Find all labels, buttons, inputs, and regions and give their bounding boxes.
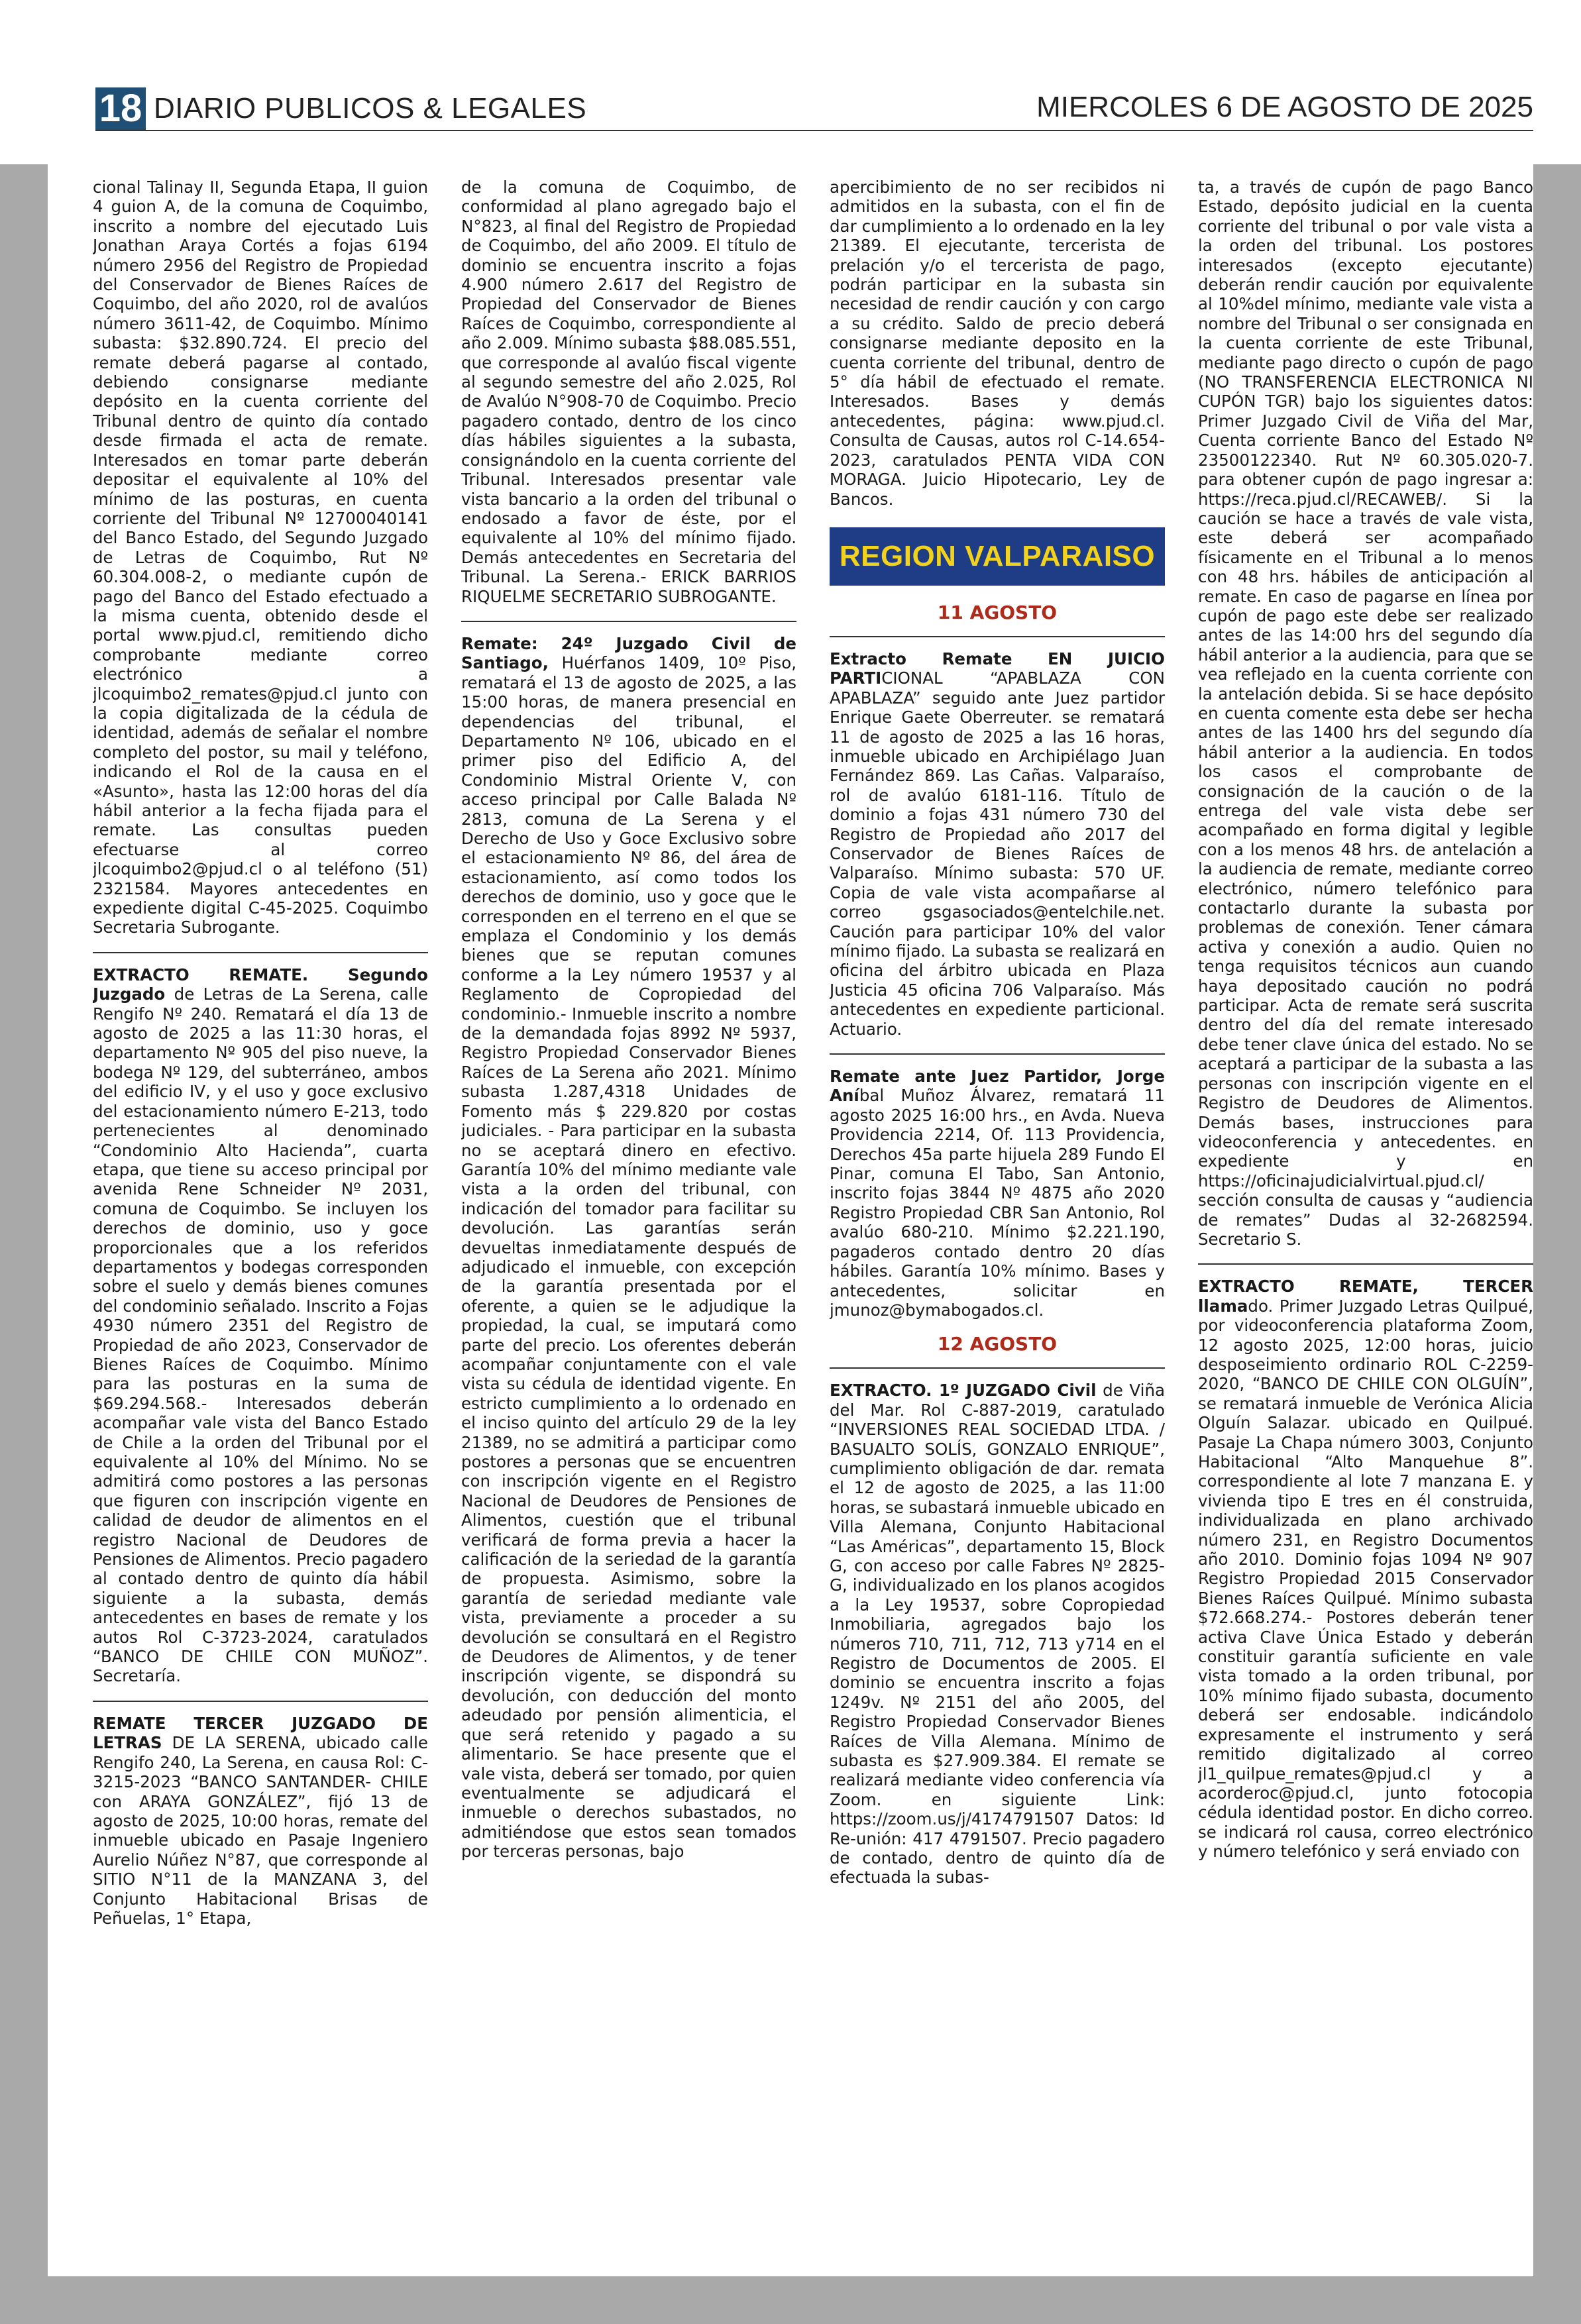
notice-continued xyxy=(93,178,428,937)
column-3 xyxy=(830,178,1165,2271)
notice-divider xyxy=(93,1701,428,1702)
notice-divider xyxy=(830,1053,1165,1055)
notice-text: cional Talinay II, Segunda Etapa, II guion 4 guion A, de la comuna de Coquimbo, inscrito a nombre del ejecutado Luis Jonathan Araya Cortés a fojas 6194 número 2956 del Registro de Propiedad del Conservador de Bienes Raíces de Coquimbo, del año 2020, rol de avalúos número 3611-42, de Coquimbo. Mínimo subasta: $32.890.724. El precio del remate deberá pagarse al contado, debiendo consignarse mediante depósito en la cuenta corriente del Tribunal dentro de quinto día contado desde firmada el acta de remate. Interesados en tomar parte deberán depositar el equivalente al 10% del mínimo de las posturas, en cuenta corriente del Tribunal Nº 12700040141 del Banco Estado, del Segundo Juzgado de Letras de Coquimbo, Rut Nº 60.304.008-2, o mediante cupón de pago del Banco del Estado efectuado a la misma cuenta, obtenido desde el portal www.pjud.cl, remitiendo dicho comprobante mediante correo electrónico a jlcoquimbo2_remates@pjud.cl junto con la copia digitalizada de la cédula de identidad, además de señalar el nombre completo del postor, su mail y teléfono, indicando el Rol de la causa en el «Asunto», hasta las 12:00 horas del día hábil anterior a la fecha fijada para el remate. Las consultas pueden efectuarse al correo jlcoquimbo2@pjud.cl o al teléfono (51) 2321584. Mayores antecedentes en expediente digital C-45-2025. Coquimbo Secretaria Subrogante. xyxy=(93,178,428,937)
notice-divider xyxy=(461,621,796,622)
notice-text: ta, a través de cupón de pago Banco Estado, depósito judicial en la cuenta corriente del tribunal o por vale vista a la orden del tribunal. Los postores interesados (excepto ejecutante) deberán rendir caución por equivalente al 10%del mínimo, mediante vale vista a nombre del Tribunal o ser consignada en la cuenta corriente de este Tribunal, mediante pago directo o cupón de pago (NO TRANSFERENCIA ELECTRONICA NI CUPÓN TGR) bajo los siguientes datos: Primer Juzgado Civil de Viña del Mar, Cuenta corriente Banco del Estado Nº 23500122340. Rut Nº 60.305.020-7. para obtener cupón de pago ingresar a: https://reca.pjud.cl/RECAWEB/. Si la caución se hace a través de vale vista, este deberá ser acompañado físicamente en el Tribunal a lo menos con 48 hrs. hábiles de anticipación al remate. En caso de pagarse en línea por cupón de pago este debe ser realizado antes de las 14:00 hrs del segundo día hábil anterior a la audiencia, para que se vea reflejado en la cuenta corriente con la antelación debida. Si se hace depósito en cuenta comente esta debe ser hecha antes de las 1400 hrs del segundo día hábil anterior a la audiencia. En todos los casos el comprobante de consignación de la caución o de la entrega del vale vista debe ser acompañado en forma digital y legible con a los menos 48 hrs. de antelación a la audiencia de remate, mediante correo electrónico, número telefónico para contactarlo durante la subasta por problemas de conexión. Tener cámara activa y conexión a audio. Quien no tenga requisitos técnicos aun cuando haya depositado caución no podrá participar. Acta de remate será suscrita dentro del día del remate interesado debe tener clave única del estado. No se aceptará a participar de la subasta a las personas con inscripción vigente en el Registro de Deudores de Alimentos. Demás bases, instrucciones para videoconferencia y antecedentes. en expediente y en https://oficinajudicialvirtual.pjud.cl/ sección consulta de causas y “audiencia de remates” Dudas al 32-2682594. Secretario S. xyxy=(1198,178,1533,1249)
auction-date-heading: 12 AGOSTO xyxy=(937,1333,1058,1355)
notice-text: de Letras de La Serena, calle Rengifo Nº 240. Rematará el día 13 de agosto de 2025 a las 11:30 horas, el departamento Nº 905 del piso nueve, la bodega Nº 129, del subterráneo, ambos del edificio IV, y el uso y goce exclusivo del estacionamiento número E-213, todo pertenecientes al denominado “Condominio Alto Hacienda”, cuarta etapa, que tiene su acceso principal por avenida Rene Schneider Nº 2031, comuna de Coquimbo. Se incluyen los derechos de dominio, uso y goce proporcionales que a los referidos departamentos y bodegas corresponden sobre el suelo y demás bienes comunes del condominio señalado. Inscrito a Fojas 4930 número 2351 del Registro de Propiedad de año 2023, Conservador de Bienes Raíces de Coquimbo. Mínimo para las posturas en la suma de $69.294.568.- Interesados deberán acompañar vale vista del Banco Estado de Chile a la orden del Tribunal por el equivalente al 10% del Mínimo. No se admitirá como postores a las personas que figuren con inscripción vigente en calidad de deudor de alimentos en el registro Nacional de Deudores de Pensiones de Alimentos. Precio pagadero al contado dentro de quinto día hábil siguiente a la subasta, demás antecedentes en bases de remate y los autos Rol C-3723-2024, caratulados “BANCO DE CHILE CON MUÑOZ”. Secretaría. xyxy=(93,984,428,1686)
issue-date: MIERCOLES 6 DE AGOSTO DE 2025 xyxy=(1036,91,1533,123)
notice-text: CIONAL “APABLAZA CON APABLAZA” seguido ante Juez partidor Enrique Gaete Oberreuter. se rematará 11 de agosto de 2025 a las 16 horas, inmueble ubicado en Archipiélago Juan Fernández 869. Las Cañas. Valparaíso, rol de avalúo 6181-116. Título de dominio a fojas 431 número 730 del Registro de Propiedad año 2017 del Conservador de Bienes Raíces de Valparaíso. Mínimo subasta: 570 UF. Copia de vale vista acompañarse al correo gsgasociados@entelchile.net. Caución para participar 10% del valor mínimo fijado. La subasta se realizará en oficina del árbitro ubicada en Plaza Justicia 45 oficina 706 Valparaíso. Más antecedentes en expediente particional. Actuario. xyxy=(830,668,1165,1039)
notice-text: apercibimiento de no ser recibidos ni admitidos en la subasta, con el fin de dar cumplimiento a lo ordenado en la ley 21389. El ejecutante, tercerista de prelación y/o el tercerista de pago, podrán participar en la subasta sin necesidad de rendir caución y con cargo a su crédito. Saldo de precio deberá consignarse mediante deposito en la cuenta corriente del tribunal, dentro de 5° día hábil de efectuado el remate. Interesados. Bases y demás antecedentes, página: www.pjud.cl. Consulta de Causas, autos rol C-14.654-2023, caratulados PENTA VIDA CON MORAGA. Juicio Hipotecario, Ley de Bancos. xyxy=(830,178,1165,509)
notice-lead: EXTRACTO REMATE. Segundo Juzgado xyxy=(93,965,428,1004)
notice-lead: Remate ante Juez Partidor, Jorge Aní xyxy=(830,1067,1165,1106)
page-number: 18 xyxy=(95,87,146,130)
left-margin-band xyxy=(0,164,48,2324)
notice-text: Huérfanos 1409, 10º Piso, rematará el 13 de agosto de 2025, a las 15:00 horas, de manera presencial en dependencias del tribunal, el Departamento Nº 106, ubicado en el primer piso del Edificio A, del Condominio Mistral Oriente V, con acceso principal por Calle Balada Nº 2813, comuna de La Serena y el Derecho de Uso y Goce Exclusivo sobre el estacionamiento Nº 86, del área de estacionamiento, así como todos los derechos de dominio, uso y goce que le corresponden en el terreno en el que se emplaza el Condominio y los demás bienes que se reputan comunes conforme a la Ley número 19537 y al Reglamento de Copropiedad del condominio.- Inmueble inscrito a nombre de la demandada fojas 8992 Nº 5937, Registro Propiedad Conservador Bienes Raíces de La Serena año 2021. Mínimo subasta 1.287,4318 Unidades de Fomento más $ 229.820 por costas judiciales. - Para participar en la subasta no se aceptará dinero en efectivo. Garantía 10% del mínimo mediante vale vista a la orden del tribunal, con indicación del tomador para facilitar su devolución. Las garantías serán devueltas inmediatamente después de adjudicado el inmueble, con excepción de la garantía presentada por el oferente, a quien se le adjudique la propiedad, la cual, se imputará como parte del precio. Los oferentes deberán acompañar conjuntamente con el vale vista su cédula de identidad vigente. En estricto cumplimiento a lo ordenado en el inciso quinto del artículo 29 de la ley 21389, no se admitirá a participar como postores a personas que se encuentren con inscripción vigente en el Registro Nacional de Deudores de Pensiones de Alimentos, cuestión que el tribunal verificará de forma previa a hacer la calificación de la seriedad de la garantía de propuesta. Asimismo, sobre la garantía de seriedad mediante vale vista, previamente a proceder a su devolución se consultará en el Registro de Deudores de Alimentos, y de tener inscripción vigente, se dispondrá su devolución, con deducción del monto adeudado por pensión alimenticia, el que será retenido y pagado a su alimentario. Se hace presente que el vale vista, deberá ser tomado, por quien eventualmente se adjudicará el inmueble o derechos subastados, no admitiéndose que estos sean tomados por terceras personas, bajo xyxy=(461,653,796,1862)
notice-lead: EXTRACTO REMATE, TERCER llama xyxy=(1198,1277,1533,1316)
notice-divider xyxy=(830,1367,1165,1369)
notice-lead: EXTRACTO. 1º JUZGADO Civil xyxy=(830,1381,1097,1400)
notice-lead: Extracto Remate EN JUICIO PARTI xyxy=(830,649,1165,688)
page-header xyxy=(0,0,1581,164)
region-banner: REGION VALPARAISO xyxy=(830,527,1165,586)
notice-lead: Remate: 24º Juzgado Civil de Santiago, xyxy=(461,633,796,673)
notice-continued xyxy=(461,178,796,606)
notice xyxy=(461,634,796,1862)
column-1 xyxy=(93,178,428,2271)
notice xyxy=(830,1067,1165,1320)
column-4 xyxy=(1198,178,1533,2271)
right-margin-band xyxy=(1533,164,1581,2324)
notice-divider xyxy=(1198,1263,1533,1265)
notice xyxy=(830,1381,1165,1887)
notice xyxy=(830,649,1165,1039)
auction-date-heading: 11 AGOSTO xyxy=(937,601,1058,623)
notice xyxy=(93,1714,428,1928)
notice-continued xyxy=(1198,178,1533,1249)
header-rule xyxy=(95,130,1533,131)
notice-divider xyxy=(830,636,1165,637)
publication-title: DIARIO PUBLICOS & LEGALES xyxy=(154,92,587,125)
notice-text: DE LA SERENA, ubicado calle Rengifo 240, La Serena, en causa Rol: C-3215-2023 “BANCO SANTANDER- CHILE con ARAYA GONZÁLEZ”, fijó 13 de agosto de 2025, 10:00 horas, remate del inmueble ubicado en Pasaje Ingeniero Aurelio Núñez N°87, que corresponde al SITIO N°11 de la MANZANA 3, del Conjunto Habitacional Brisas de Peñuelas, 1° Etapa, xyxy=(93,1733,428,1928)
notice-divider xyxy=(93,952,428,953)
notice-text: do. Primer Juzgado Letras Quilpué, por videoconferencia plataforma Zoom, 12 agosto 2025, 12:00 horas, juicio desposeimiento ordinario ROL C-2259-2020, “BANCO DE CHILE CON OLGUÍN”, se rematará inmueble de Verónica Alicia Olguín Salazar. ubicado en Quilpué. Pasaje La Chapa número 3003, Conjunto Habitacional “Alto Manquehue 8”. correspondiente al lote 7 manzana E. y vivienda tipo E tres en él construida, individualizada en plano archivado número 231, en Registro Documentos año 2010. Dominio fojas 1094 Nº 907 Registro Propiedad 2015 Conservador Bienes Raíces Quilpué. Mínimo subasta $72.668.274.- Postores deberán tener activa Clave Única Estado y deberán constituir garantía suficiente en vale vista tomado a la orden tribunal, por 10% mínimo fijado subasta, documento deberá ser endosable. indicándolo expresamente el instrumento y será remitido digitalizado al correo jl1_quilpue_remates@pjud.cl y a acorderoc@pjud.cl, junto fotocopia cédula identidad postor. En dicho correo. se indicará rol causa, correo electrónico y número telefónico y será enviado con xyxy=(1198,1296,1533,1862)
notice-lead: REMATE TERCER JUZGADO DE LETRAS xyxy=(93,1713,428,1753)
notice xyxy=(1198,1277,1533,1861)
notice-continued xyxy=(830,178,1165,509)
bottom-margin-band xyxy=(0,2276,1581,2324)
notice xyxy=(93,965,428,1686)
notice-text: de Viña del Mar. Rol C-887-2019, caratulado “INVERSIONES REAL SOCIEDAD LTDA. / BASUALTO SOLÍS, GONZALO ENRIQUE”, cumplimiento obligación de dar. remata el 12 de agosto de 2025, a las 11:00 horas, se subastará inmueble ubicado en Villa Alemana, Conjunto Habitacional “Las Américas”, departamento 15, Block G, con acceso por calle Fabres Nº 2825-G, individualizado en los planos acogidos a la Ley 19537, sobre Copropiedad Inmobiliaria, agregados bajo los números 710, 711, 712, 713 y714 en el Registro de Documentos de 2005. El dominio se encuentra inscrito a fojas 1249v. Nº 2151 del año 2005, del Registro Propiedad Conservador Bienes Raíces de Villa Alemana. Mínimo de subasta es $27.909.384. El remate se realizará mediante video conferencia vía Zoom. en siguiente Link: https://zoom.us/j/4174791507 Datos: Id Re-unión: 417 4791507. Precio pagadero de contado, dentro de quinto día de efectuada la subas- xyxy=(830,1381,1165,1887)
column-2 xyxy=(461,178,796,2271)
notice-text: bal Muñoz Álvarez, rematará 11 agosto 2025 16:00 hrs., en Avda. Nueva Providencia 2214, Of. 113 Providencia, Derechos 45a parte hijuela 289 Fundo El Pinar, comuna El Tabo, San Antonio, inscrito fojas 3844 Nº 4875 año 2020 Registro Propiedad CBR San Antonio, Rol avalúo 680-210. Mínimo $2.221.190, pagaderos contado dentro 20 días hábiles. Garantía 10% mínimo. Bases y antecedentes, solicitar en jmunoz@bymabogados.cl. xyxy=(830,1086,1165,1320)
notice-text: de la comuna de Coquimbo, de conformidad al plano agregado bajo el N°823, al final del Registro de Propiedad de Coquimbo, del año 2009. El título de dominio se encuentra inscrito a fojas 4.900 número 2.617 del Registro de Propiedad del Conservador de Bienes Raíces de Coquimbo, correspondiente al año 2.009. Mínimo subasta $88.085.551, que corresponde al avalúo fiscal vigente al segundo semestre del año 2.025, Rol de Avalúo N°908-70 de Coquimbo. Precio pagadero contado, dentro de los cinco días hábiles siguientes a la subasta, consignándolo en la cuenta corriente del Tribunal. Interesados presentar vale vista bancario a la orden del tribunal o endosado a favor de éste, por el equivalente al 10% del mínimo fijado. Demás antecedentes en Secretaria del Tribunal. La Serena.- ERICK BARRIOS RIQUELME SECRETARIO SUBROGANTE. xyxy=(461,178,796,606)
